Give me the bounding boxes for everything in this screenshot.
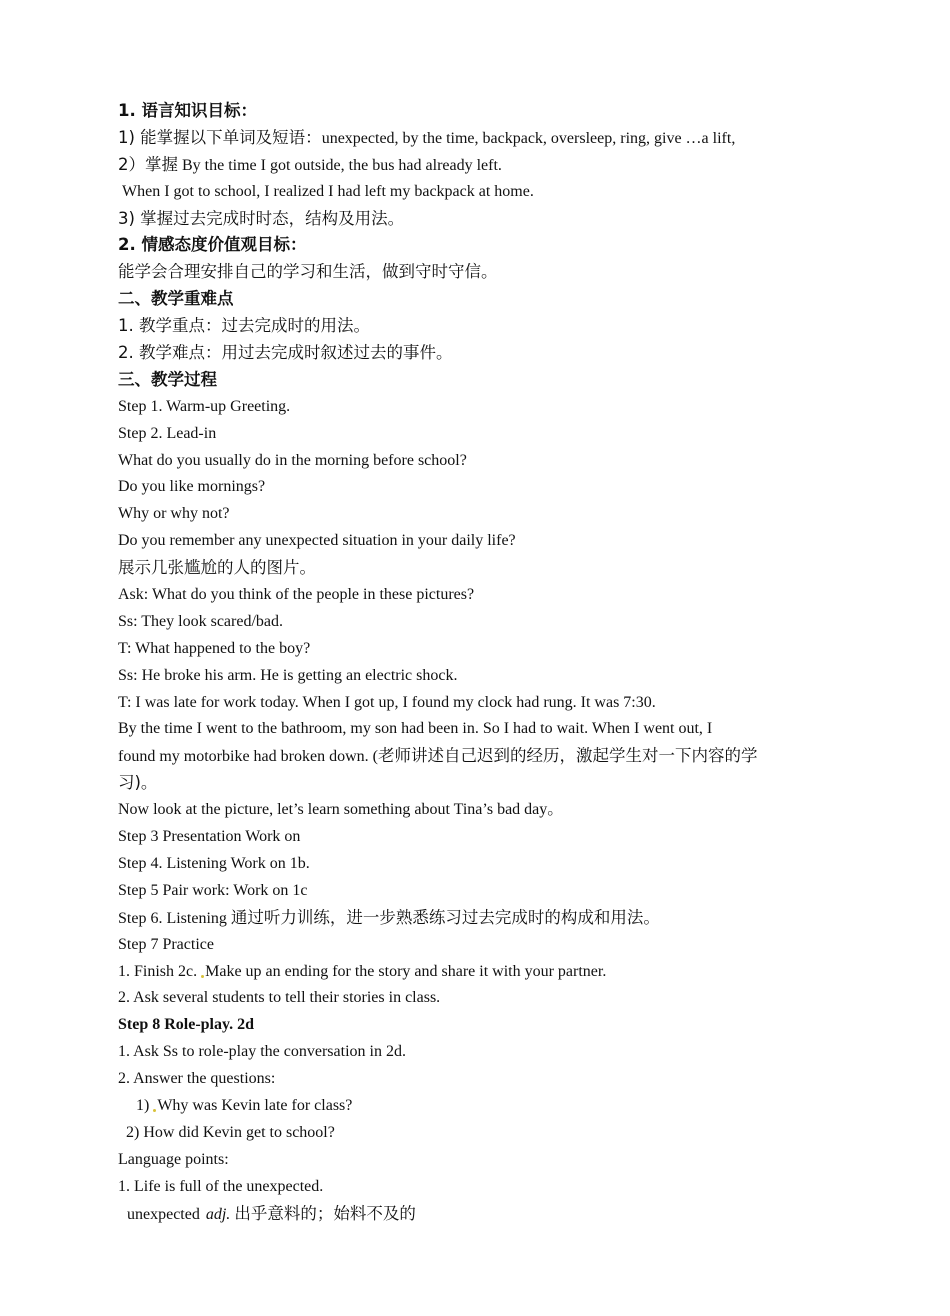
roleplay-question-1: 1) Why was Kevin late for class? (136, 1096, 353, 1114)
anchor-dot-icon (153, 1109, 156, 1112)
step-7: Step 7 Practice (118, 935, 214, 953)
practice-item-1: 1. Finish 2c. Make up an ending for the story and share it with your partner. (118, 962, 607, 980)
story-line-3: 习)。 (118, 773, 158, 793)
objective-item-1: 1) 能掌握以下单词及短语：unexpected, by the time, backpack, oversleep, ring, give …a lift, (118, 127, 736, 147)
document-page (118, 98, 838, 1227)
vocab-entry: unexpected adj. 出乎意料的；始料不及的 (127, 1203, 416, 1223)
key-points-heading: 二、教学重难点 (118, 289, 234, 309)
ask-line: Ask: What do you think of the people in these pictures? (118, 586, 475, 604)
teacher-line-2: T: I was late for work today. When I got up, I found my clock had rung. It was 7:30. (118, 693, 656, 711)
step-3: Step 3 Presentation Work on (118, 828, 301, 846)
roleplay-question-2: 2) How did Kevin get to school? (126, 1123, 335, 1141)
objective-item-2: 2）掌握 By the time I got outside, the bus had already left. (118, 154, 502, 174)
story-line-2: found my motorbike had broken down. (老师讲述自己迟到的经历，激起学生对一下内容的学 (118, 746, 758, 766)
step-1: Step 1. Warm-up Greeting. (118, 397, 291, 415)
objective-item-3: 3) 掌握过去完成时时态，结构及用法。 (118, 208, 405, 228)
objective-attitude-heading: 2. 情感态度价值观目标： (118, 235, 307, 255)
question-3: Why or why not? (118, 505, 230, 523)
students-answer-2: Ss: He broke his arm. He is getting an electric shock. (118, 666, 458, 684)
show-pictures-note: 展示几张尴尬的人的图片。 (118, 558, 316, 578)
objective-language-heading: 1. 语言知识目标： (118, 101, 257, 120)
language-point-1: 1. Life is full of the unexpected. (118, 1177, 324, 1195)
students-answer-1: Ss: They look scared/bad. (118, 612, 284, 630)
practice-item-2: 2. Ask several students to tell their stories in class. (118, 989, 441, 1007)
process-heading: 三、教学过程 (118, 369, 217, 389)
language-points-heading: Language points: (118, 1150, 229, 1168)
step-8: Step 8 Role-play. 2d (118, 1016, 255, 1034)
key-point-1: 1. 教学重点：过去完成时的用法。 (118, 316, 370, 336)
objective-attitude-text: 能学会合理安排自己的学习和生活，做到守时守信。 (118, 262, 498, 282)
teacher-line-1: T: What happened to the boy? (118, 639, 311, 657)
question-1: What do you usually do in the morning before school? (118, 451, 467, 469)
story-line-1: By the time I went to the bathroom, my son had been in. So I had to wait. When I went out, I (118, 720, 713, 738)
question-4: Do you remember any unexpected situation in your daily life? (118, 532, 516, 550)
question-2: Do you like mornings? (118, 478, 266, 496)
objective-item-2-continued: When I got to school, I realized I had left my backpack at home. (122, 182, 534, 200)
key-point-2: 2. 教学难点：用过去完成时叙述过去的事件。 (118, 343, 453, 363)
roleplay-item-1: 1. Ask Ss to role-play the conversation in 2d. (118, 1043, 406, 1061)
step-5: Step 5 Pair work: Work on 1c (118, 881, 308, 899)
step-4: Step 4. Listening Work on 1b. (118, 854, 310, 872)
roleplay-item-2: 2. Answer the questions: (118, 1070, 276, 1088)
now-look-line: Now look at the picture, let’s learn something about Tina’s bad day。 (118, 801, 564, 819)
step-2: Step 2. Lead-in (118, 424, 217, 442)
step-6: Step 6. Listening 通过听力训练，进一步熟悉练习过去完成时的构成和用法。 (118, 907, 660, 927)
anchor-dot-icon (201, 975, 204, 978)
